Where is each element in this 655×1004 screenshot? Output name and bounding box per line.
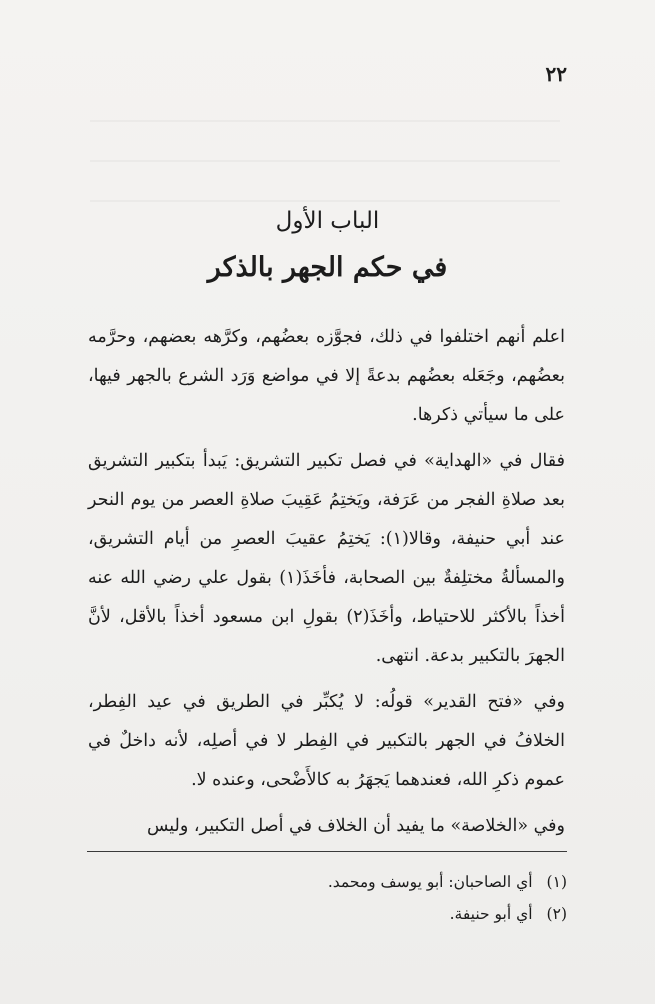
paragraph: فقال في «الهداية» في فصل تكبير التشريق: يَبدأ بتكبير التشريق بعد صلاةِ الفجر من عَرَفة، ويَختِمُ عَقِيبَ صلاةِ العصر من يوم النحر عند أبي حنيفة، وقالا(١): يَختِمُ عقيبَ العصرِ من أيام التشريق، والمسألةُ مختلِفةٌ بين الصحابة، فأخَذَ(١) بقول علي رضي الله عنه أخذاً بالأكثر للاحتياط، وأخَذَ(٢) بقولِ ابن مسعود أخذاً بالأقل، لأنَّ الجهرَ بالتكبير بدعة. انتهى. [88,451,565,666]
footnotes [90,866,567,930]
paragraph: وفي «فتح القدير» قولُه: لا يُكبِّر في الطريق في عيد الفِطر، الخلافُ في الجهر بالتكبير في الفِطر لا في أصلِه، لأنه داخلٌ في عموم ذكرِ الله، فعندهما يَجهَرُ به كالأَضْحى، وعنده لا. [88,692,565,790]
page-number: ٢٢ [545,62,567,86]
bleed-through-line [90,200,560,202]
body-text [88,318,565,846]
footnote-number: (٢) [546,905,567,923]
footnote-divider [87,851,567,852]
footnote [90,866,567,898]
paragraph: اعلم أنهم اختلفوا في ذلك، فجوَّزه بعضُهم، وكرَّهه بعضهم، وحرَّمه بعضُهم، وجَعَله بعضُهم بدعةً إلا في مواضع وَرَد الشرع بالجهر فيها، على ما سيأتي ذكرها. [88,327,565,425]
chapter-label: الباب الأول [275,208,380,234]
chapter-title: في حكم الجهر بالذكر [207,252,448,283]
footnote-number: (١) [546,873,567,891]
footnote-text: أي الصاحبان: أبو يوسف ومحمد. [327,873,533,891]
footnote-text: أي أبو حنيفة. [449,905,533,923]
bleed-through-line [90,120,560,122]
footnote [90,898,567,930]
paragraph: وفي «الخلاصة» ما يفيد أن الخلاف في أصل التكبير، وليس [146,816,565,836]
bleed-through-line [90,160,560,162]
